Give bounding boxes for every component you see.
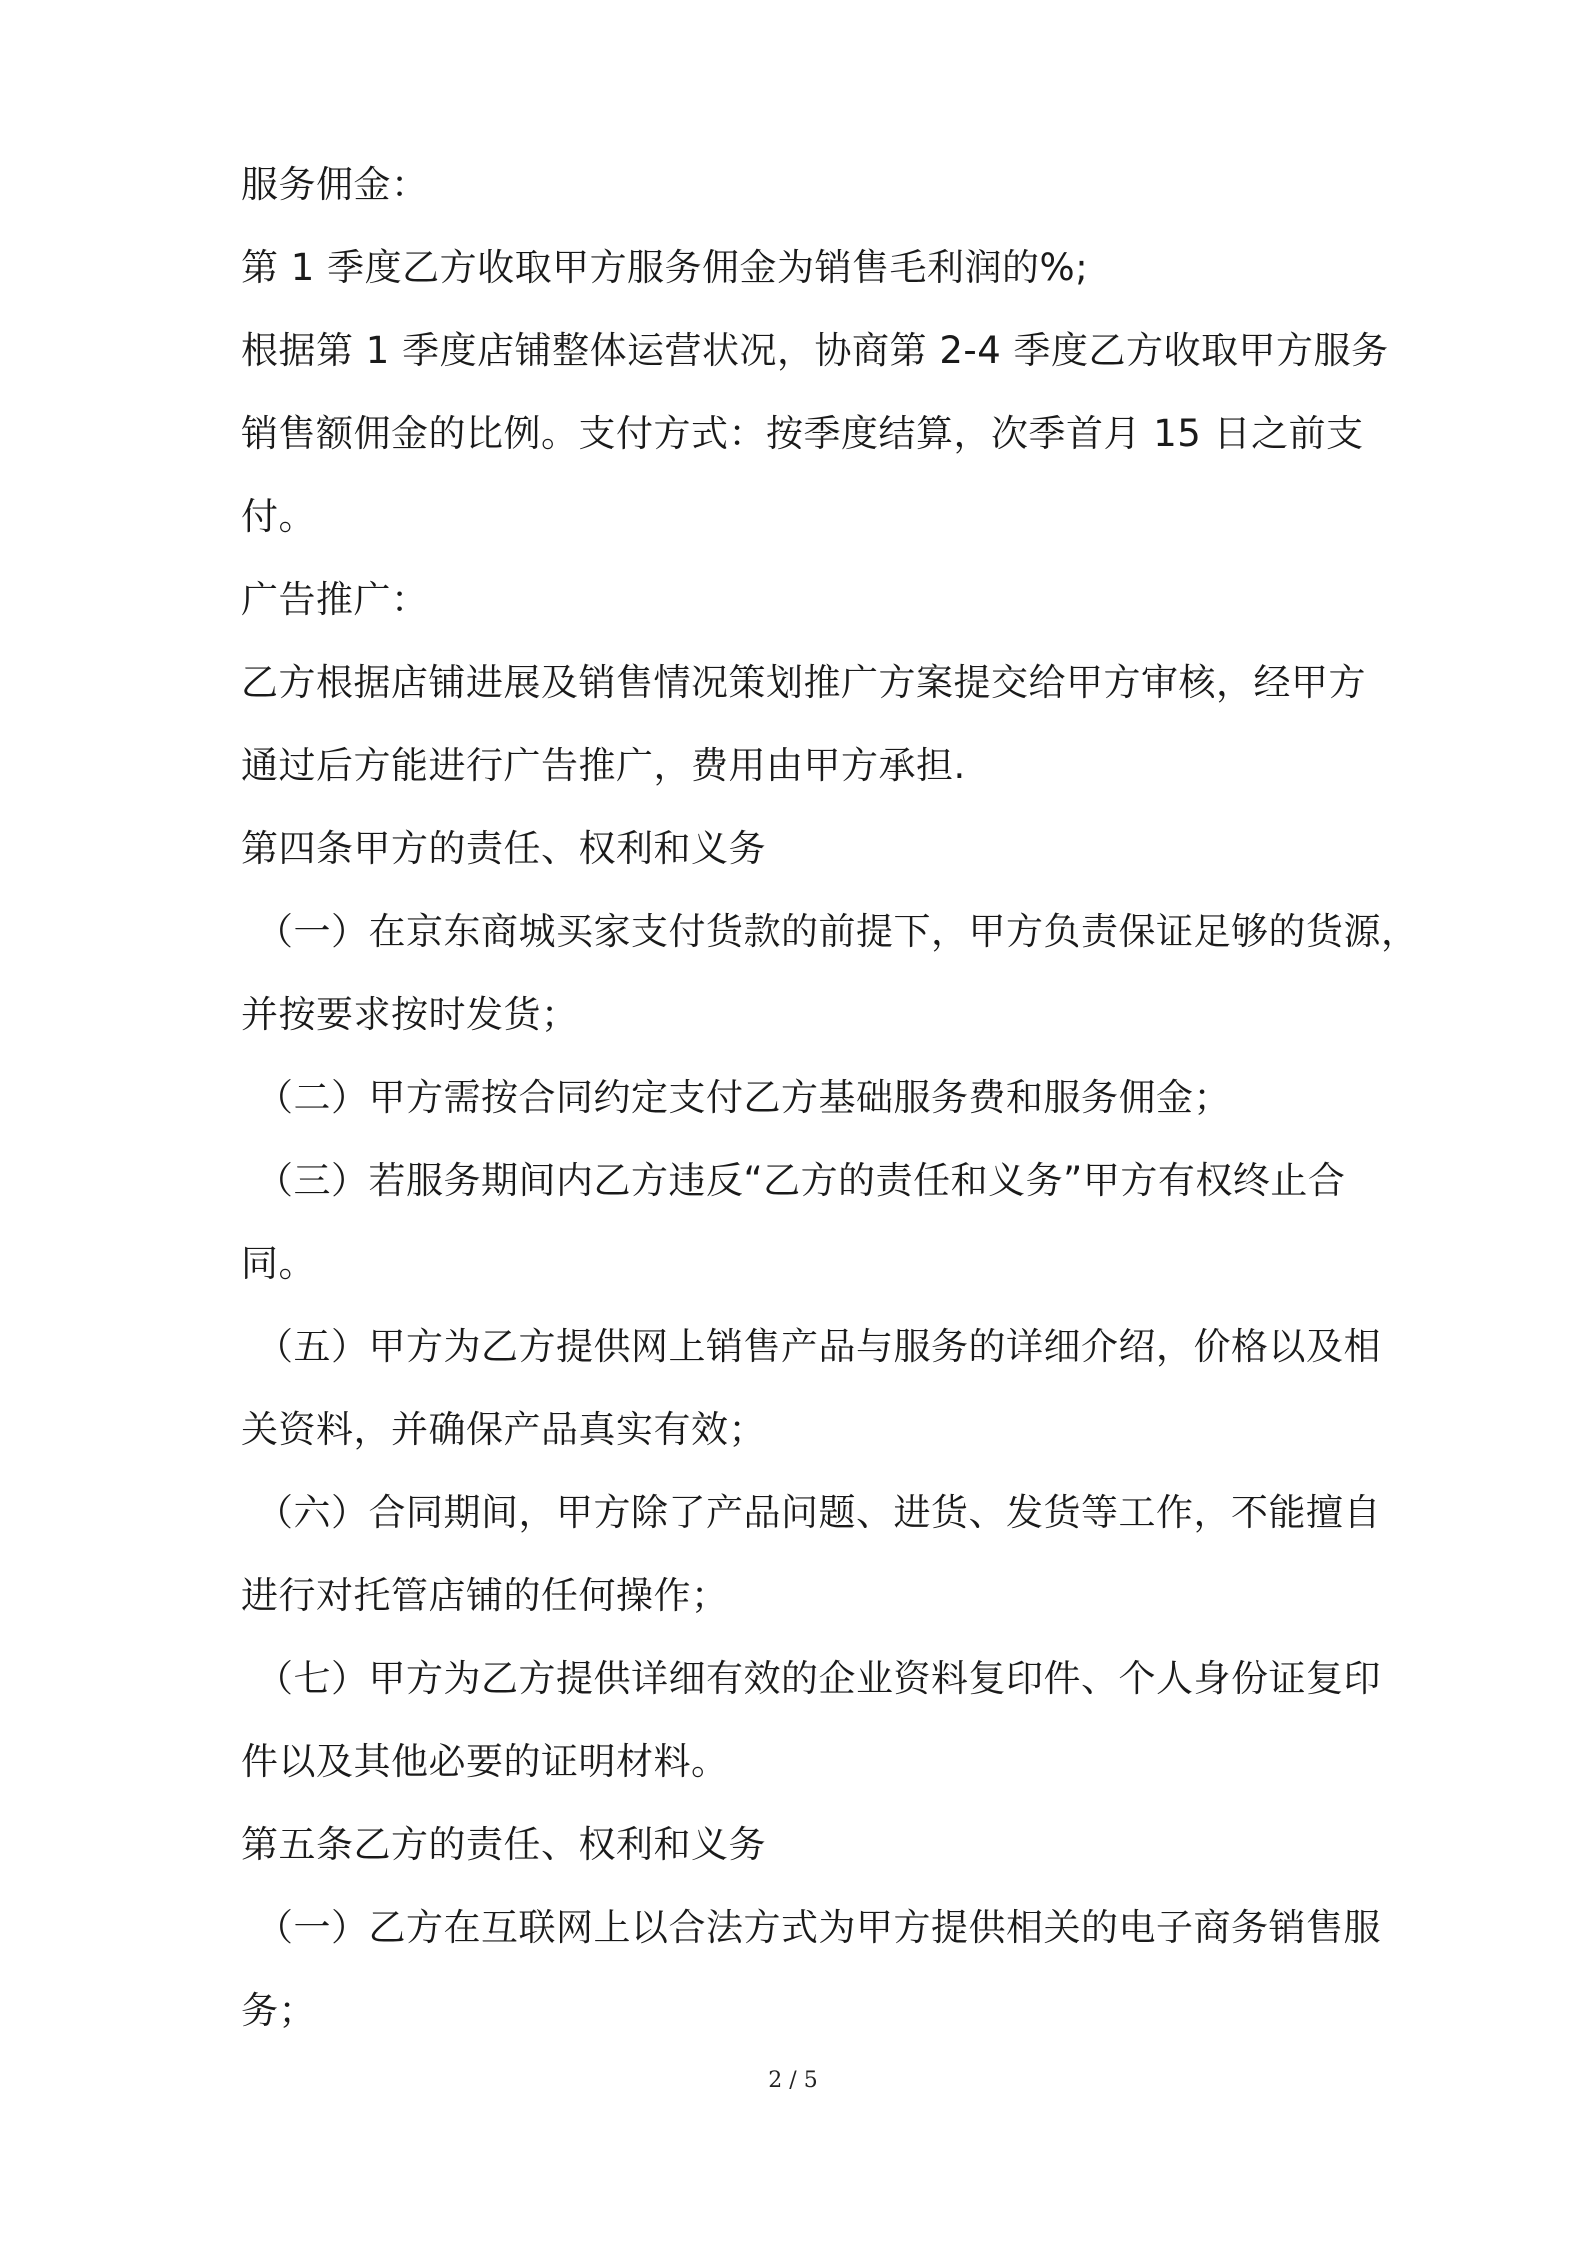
text-line: 销售额佣金的比例。支付方式：按季度结算，次季首月 15 日之前支 [241, 412, 1364, 455]
text-line: 服务佣金： [241, 163, 429, 206]
text-line: 同。 [241, 1242, 316, 1285]
text-line: 付。 [241, 495, 316, 538]
text-line: （一）乙方在互联网上以合法方式为甲方提供相关的电子商务销售服 [256, 1906, 1381, 1949]
text-line: （七）甲方为乙方提供详细有效的企业资料复印件、个人身份证复印 [256, 1657, 1381, 1700]
text-line: （一）在京东商城买家支付货款的前提下，甲方负责保证足够的货源， [256, 910, 1419, 953]
text-line: 广告推广： [241, 578, 429, 621]
text-line: （五）甲方为乙方提供网上销售产品与服务的详细介绍，价格以及相 [256, 1325, 1381, 1368]
text-line: （二）甲方需按合同约定支付乙方基础服务费和服务佣金； [256, 1076, 1231, 1119]
text-line: （六）合同期间，甲方除了产品问题、进货、发货等工作，不能擅自 [256, 1491, 1381, 1534]
text-line: 通过后方能进行广告推广，费用由甲方承担. [241, 744, 966, 787]
text-line: 关资料，并确保产品真实有效； [241, 1408, 766, 1451]
text-line: （三）若服务期间内乙方违反“乙方的责任和义务”甲方有权终止合 [256, 1159, 1346, 1202]
text-line: 进行对托管店铺的任何操作； [241, 1574, 729, 1617]
text-line: 务； [241, 1989, 316, 2032]
text-line: 第 1 季度乙方收取甲方服务佣金为销售毛利润的%; [241, 246, 1089, 289]
page-number: 2 / 5 [768, 2068, 818, 2093]
section-heading: 第四条甲方的责任、权利和义务 [241, 827, 766, 870]
text-line: 乙方根据店铺进展及销售情况策划推广方案提交给甲方审核，经甲方 [241, 661, 1366, 704]
text-line: 并按要求按时发货； [241, 993, 579, 1036]
section-heading: 第五条乙方的责任、权利和义务 [241, 1823, 766, 1866]
text-line: 件以及其他必要的证明材料。 [241, 1740, 729, 1783]
text-line: 根据第 1 季度店铺整体运营状况，协商第 2-4 季度乙方收取甲方服务 [241, 329, 1389, 372]
